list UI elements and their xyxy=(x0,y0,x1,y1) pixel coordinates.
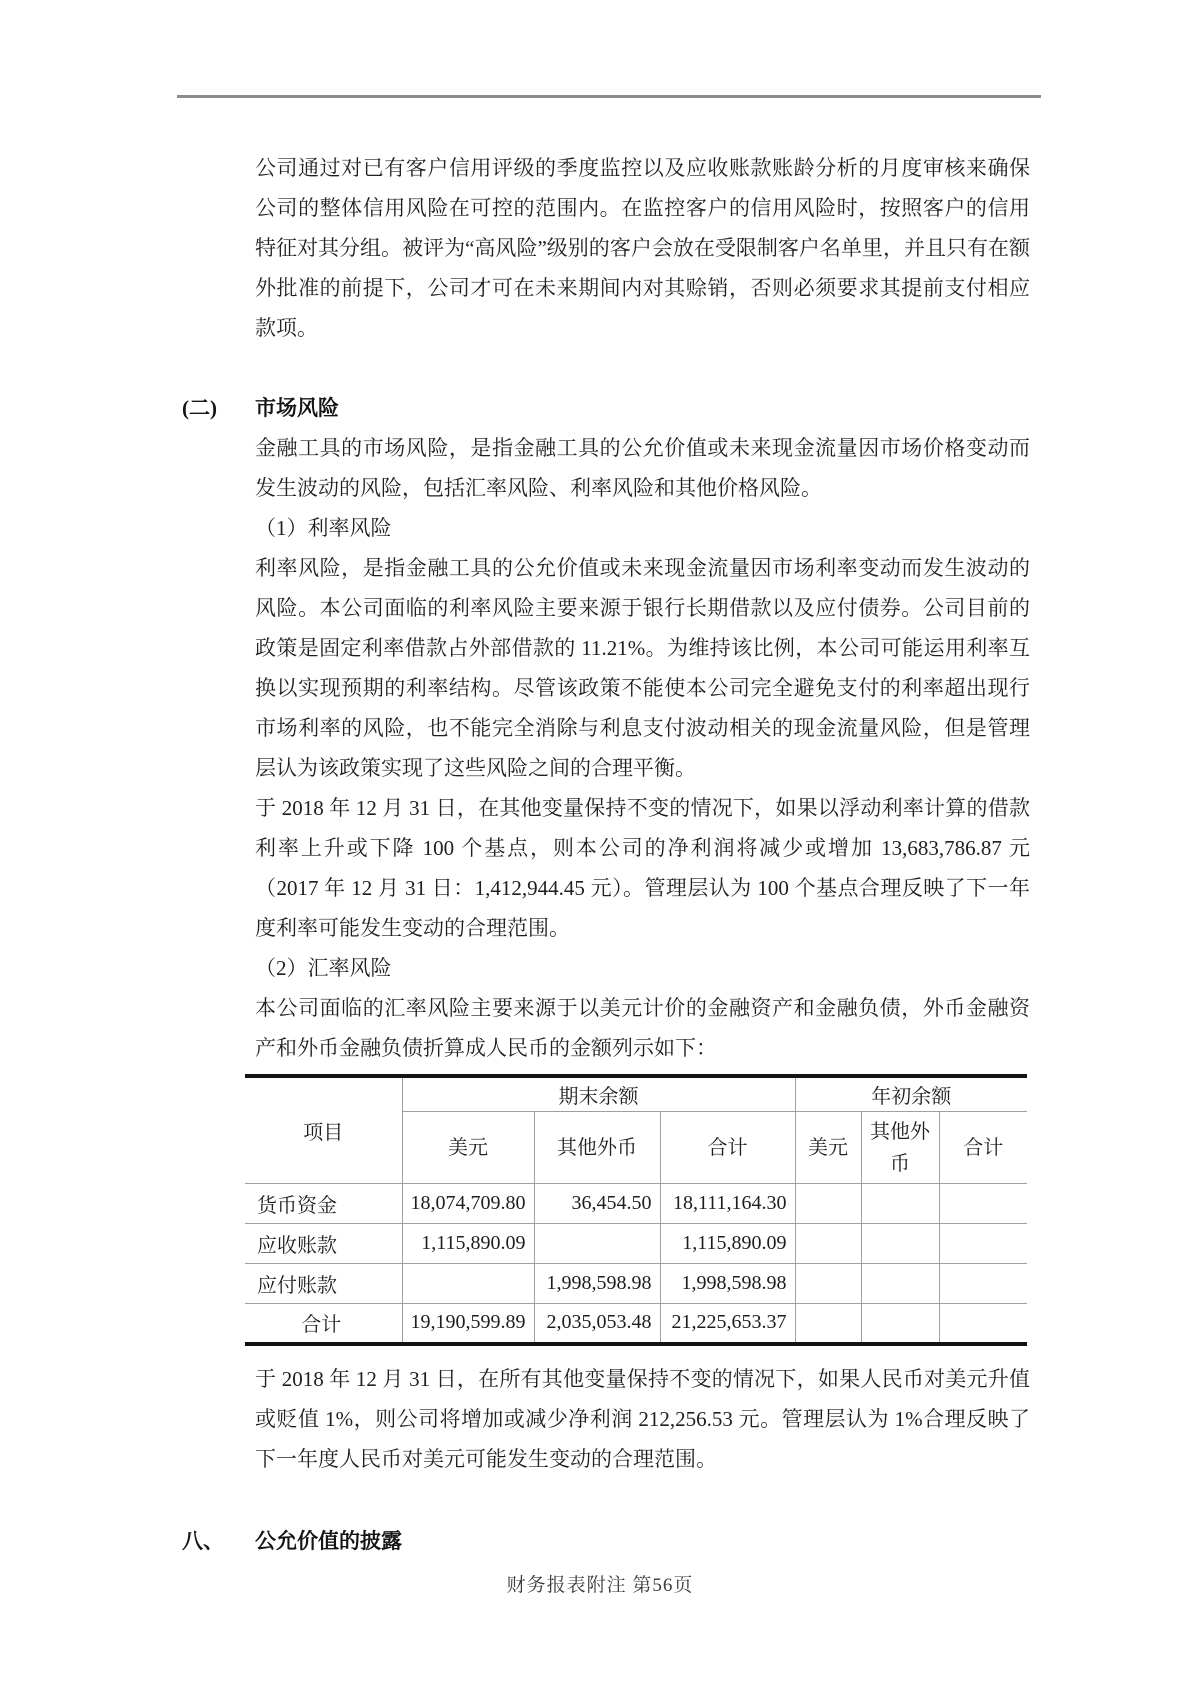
cell-end-usd xyxy=(402,1264,534,1304)
cell-begin-other xyxy=(861,1224,939,1264)
cell-end-usd: 19,190,599.89 xyxy=(402,1304,534,1344)
cell-end-total: 21,225,653.37 xyxy=(660,1304,795,1344)
cell-begin-other xyxy=(861,1264,939,1304)
cell-item: 合计 xyxy=(245,1304,402,1344)
cell-end-other: 36,454.50 xyxy=(534,1184,660,1224)
table-header-group-row xyxy=(245,1076,1027,1112)
cell-begin-usd xyxy=(795,1224,861,1264)
table-row-accounts-receivable xyxy=(245,1224,1027,1264)
fx-risk-subheading: （2）汇率风险 xyxy=(255,956,392,980)
market-risk-intro: 金融工具的市场风险，是指金融工具的公允价值或未来现金流量因市场价格变动而发生波动的风险，包括汇率风险、利率风险和其他价格风险。 xyxy=(255,436,1030,500)
section-heading-market-risk xyxy=(182,388,1042,428)
cell-begin-total xyxy=(939,1184,1027,1224)
table-row-cash xyxy=(245,1184,1027,1224)
cell-begin-usd xyxy=(795,1184,861,1224)
cell-end-total: 1,998,598.98 xyxy=(660,1264,795,1304)
fx-sensitivity-paragraph: 于 2018 年 12 月 31 日，在所有其他变量保持不变的情况下，如果人民币对美元升值或贬值 1%，则公司将增加或减少净利润 212,256.53 元。管理层认为 1%合理反映了下一年度人民币对美元可能发生变动的合理范围。 xyxy=(255,1366,1030,1471)
column-header-item: 项目 xyxy=(245,1076,402,1184)
section-title: 公允价值的披露 xyxy=(255,1528,402,1553)
column-group-ending-balance: 期末余额 xyxy=(402,1076,795,1112)
cell-end-other xyxy=(534,1224,660,1264)
cell-begin-usd xyxy=(795,1304,861,1344)
cell-end-total: 1,115,890.09 xyxy=(660,1224,795,1264)
column-header-end-other: 其他外币 xyxy=(534,1112,660,1184)
interest-rate-paragraph-2: 于 2018 年 12 月 31 日，在其他变量保持不变的情况下，如果以浮动利率计算的借款利率上升或下降 100 个基点，则本公司的净利润将减少或增加 13,683,786.87 元（2017 年 12 月 31 日：1,412,944.45 元）。管理层认为 100 个基点合理反映了下一年度利率可能发生变动的合理范围。 xyxy=(255,796,1030,940)
section-number: 八、 xyxy=(182,1528,224,1553)
cell-item: 货币资金 xyxy=(245,1184,402,1224)
cell-begin-other xyxy=(861,1304,939,1344)
cell-begin-total xyxy=(939,1264,1027,1304)
cell-begin-usd xyxy=(795,1264,861,1304)
fx-risk-intro: 本公司面临的汇率风险主要来源于以美元计价的金融资产和金融负债，外币金融资产和外币金融负债折算成人民币的金额列示如下： xyxy=(255,996,1030,1060)
cell-end-usd: 1,115,890.09 xyxy=(402,1224,534,1264)
cell-end-total: 18,111,164.30 xyxy=(660,1184,795,1224)
section-title: 市场风险 xyxy=(255,396,339,420)
cell-end-usd: 18,074,709.80 xyxy=(402,1184,534,1224)
cell-begin-other xyxy=(861,1184,939,1224)
cell-begin-total xyxy=(939,1304,1027,1344)
table-row-total xyxy=(245,1304,1027,1344)
fx-exposure-table xyxy=(245,1074,1027,1346)
cell-begin-total xyxy=(939,1224,1027,1264)
column-header-begin-usd: 美元 xyxy=(795,1112,861,1184)
interest-rate-subheading: （1）利率风险 xyxy=(255,516,392,540)
section-heading-fair-value xyxy=(182,1521,1042,1561)
page-content xyxy=(182,148,1042,1561)
cell-item: 应收账款 xyxy=(245,1224,402,1264)
page-footer: 财务报表附注 第56页 xyxy=(506,1575,694,1596)
column-header-begin-total: 合计 xyxy=(939,1112,1027,1184)
column-header-begin-other: 其他外币 xyxy=(861,1112,939,1184)
interest-rate-paragraph-1: 利率风险，是指金融工具的公允价值或未来现金流量因市场利率变动而发生波动的风险。本公司面临的利率风险主要来源于银行长期借款以及应付债券。公司目前的政策是固定利率借款占外部借款的 11.21%。为维持该比例，本公司可能运用利率互换以实现预期的利率结构。尽管该政策不能使本公司完全避免支付的利率超出现行市场利率的风险，也不能完全消除与利息支付波动相关的现金流量风险，但是管理层认为该政策实现了这些风险之间的合理平衡。 xyxy=(255,556,1030,780)
column-group-beginning-balance: 年初余额 xyxy=(795,1076,1027,1112)
header-rule xyxy=(177,95,1041,98)
column-header-end-total: 合计 xyxy=(660,1112,795,1184)
credit-risk-paragraph: 公司通过对已有客户信用评级的季度监控以及应收账款账龄分析的月度审核来确保公司的整体信用风险在可控的范围内。在监控客户的信用风险时，按照客户的信用特征对其分组。被评为“高风险”级别的客户会放在受限制客户名单里，并且只有在额外批准的前提下，公司才可在未来期间内对其赊销，否则必须要求其提前支付相应款项。 xyxy=(255,156,1030,340)
column-header-end-usd: 美元 xyxy=(402,1112,534,1184)
cell-end-other: 1,998,598.98 xyxy=(534,1264,660,1304)
cell-item: 应付账款 xyxy=(245,1264,402,1304)
cell-end-other: 2,035,053.48 xyxy=(534,1304,660,1344)
section-number: (二) xyxy=(182,396,217,420)
table-row-accounts-payable xyxy=(245,1264,1027,1304)
